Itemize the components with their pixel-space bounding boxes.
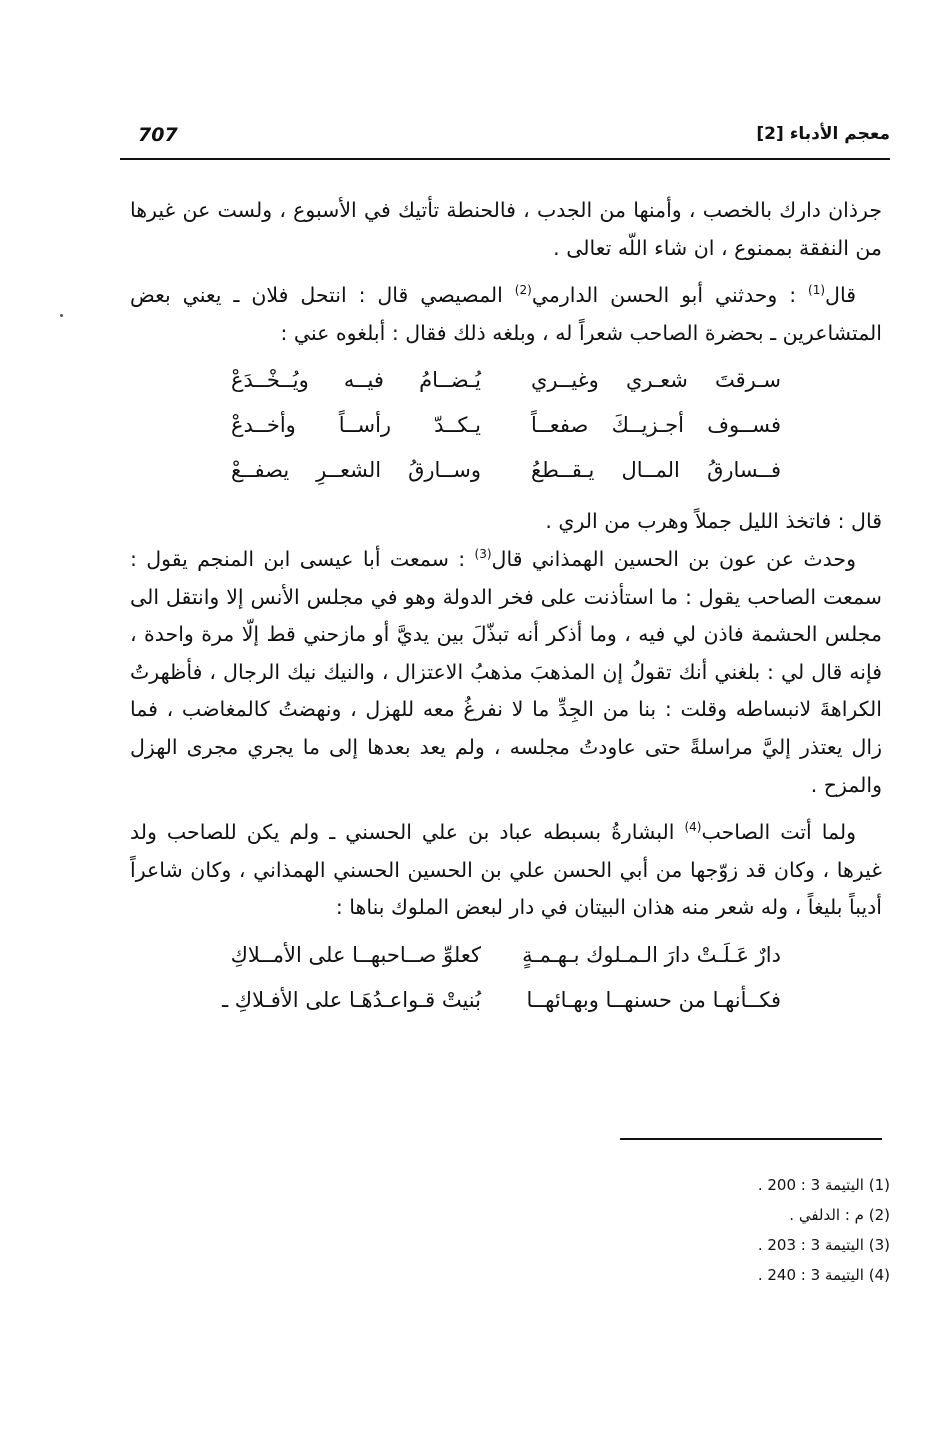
verse-hemistich-left: يـكــدّ رأســاً وأخــدعْ	[231, 413, 481, 438]
footnote-ref-2: (2)	[514, 283, 532, 298]
running-head: معجم الأدباء [2]	[756, 124, 890, 144]
paragraph-4-rest: : سمعت أبا عيسى ابن المنجم يقول : سمعت الصاحب يقول : ما استأذنت على فخر الدولة وهو في مجلس الأنس إلا وانتقل الى مجلس الحشمة فاذن لي فيه ، وما أذكر أنه تبذّلَ بين يديَّ أو مازحني قط إلّا مرة واحدة ، فإنه قال لي : بلغني أنك تقولُ إن المذهبَ مذهبُ الاعتزال ، والنيك نيك الرجال ، فأظهرتُ الكراهةَ لانبساطه وقلت : بنا من الجِدِّ ما لا نفرغُ معه للهزل ، ونهضتُ كالمغاضب ، فما زال يعتذر إليَّ مراسلةً حتى عاودتُ مجلسه ، ولم يعد بعدها إلى ما يجري مجرى الهزل والمزح .	[130, 546, 882, 797]
paragraph-2-mid: : وحدثني أبو الحسن الدارمي	[531, 283, 809, 308]
paragraph-4-lead: وحدث عن عون بن الحسين الهمذاني قال	[491, 546, 856, 571]
verse-hemistich-right: فكــأنهـا من حسنهــا وبهـائهــا	[526, 987, 781, 1012]
paragraph-1: جرذان دارك بالخصب ، وأمنها من الجدب ، فالحنطة تأتيك في الأسبوع ، ولست عن غيرها من النفقة بممنوع ، ان شاء اللّه تعالى .	[130, 198, 882, 260]
paragraph-5-lead: ولما أتت الصاحب	[701, 820, 856, 845]
verse-line	[130, 978, 882, 1023]
footnote-4: (4) اليتيمة 3 : 240 .	[757, 1266, 890, 1284]
paragraph-2-rest: المصيصي قال : انتحل فلان ـ يعني بعض المتشاعرين ـ بحضرة الصاحب شعراً له ، وبلغه ذلك فقال : أبلغوه عني :	[130, 283, 882, 345]
verse-hemistich-right: دارٌ عَـلَـتْ دارَ الـمـلوك بـهـمـةٍ	[522, 942, 781, 967]
footnote-divider	[620, 1138, 882, 1140]
paragraph-4	[130, 541, 882, 804]
footnote-ref-1: (1)	[808, 283, 826, 298]
footnote-1: (1) اليتيمة 3 : 200 .	[757, 1176, 890, 1194]
footnote-ref-3: (3)	[474, 546, 492, 561]
verse-hemistich-left: وســارقُ الشعــرِ يصفــعْ	[231, 458, 481, 483]
verse-hemistich-left: بُنيتْ قـواعـدُهَـا على الأفـلاكِ ـ	[221, 987, 481, 1012]
verse-line	[130, 403, 882, 448]
paragraph-3: قال : فاتخذ الليل جملاً وهرب من الري .	[545, 509, 882, 534]
paragraph-2	[130, 277, 882, 352]
footnotes	[560, 1170, 890, 1290]
paragraph-5-rest: البشارةُ بسبطه عباد بن علي الحسني ـ ولم يكن للصاحب ولد غيرها ، وكان قد زوّجها من أبي الحسن علي بن الحسين الحسني الهمذاني ، وكان شاعراً أديباً بليغاً ، وله شعر منه هذان البيتان في دار لبعض الملوك بناها :	[130, 820, 882, 920]
verse-hemistich-right: فــسارقُ المــال يـقــطعُ	[531, 458, 781, 483]
verse-hemistich-right: سـرقتَ شعـري وغيــري	[531, 368, 781, 393]
verse-line	[130, 448, 882, 493]
verse-line	[130, 933, 882, 978]
page-number: 707	[138, 124, 178, 146]
verse-hemistich-left: يُـضــامُ فيــه ويُــخْــدَعْ	[231, 368, 481, 393]
verse-hemistich-left: كعلوِّ صــاحبهــا على الأمــلاكِ	[230, 942, 481, 967]
paragraph-2-lead: قال	[825, 283, 856, 308]
footnote-ref-4: (4)	[684, 820, 702, 835]
footnote-2: (2) م : الدلفي .	[789, 1206, 890, 1224]
footnote-3: (3) اليتيمة 3 : 203 .	[757, 1236, 890, 1254]
page-header	[120, 118, 890, 160]
margin-mark	[60, 314, 63, 317]
verse-hemistich-right: فســوف أجـزيــكَ صفعــاً	[531, 413, 781, 438]
verse-line	[130, 358, 882, 403]
paragraph-5	[130, 814, 882, 927]
main-text	[130, 192, 882, 1023]
